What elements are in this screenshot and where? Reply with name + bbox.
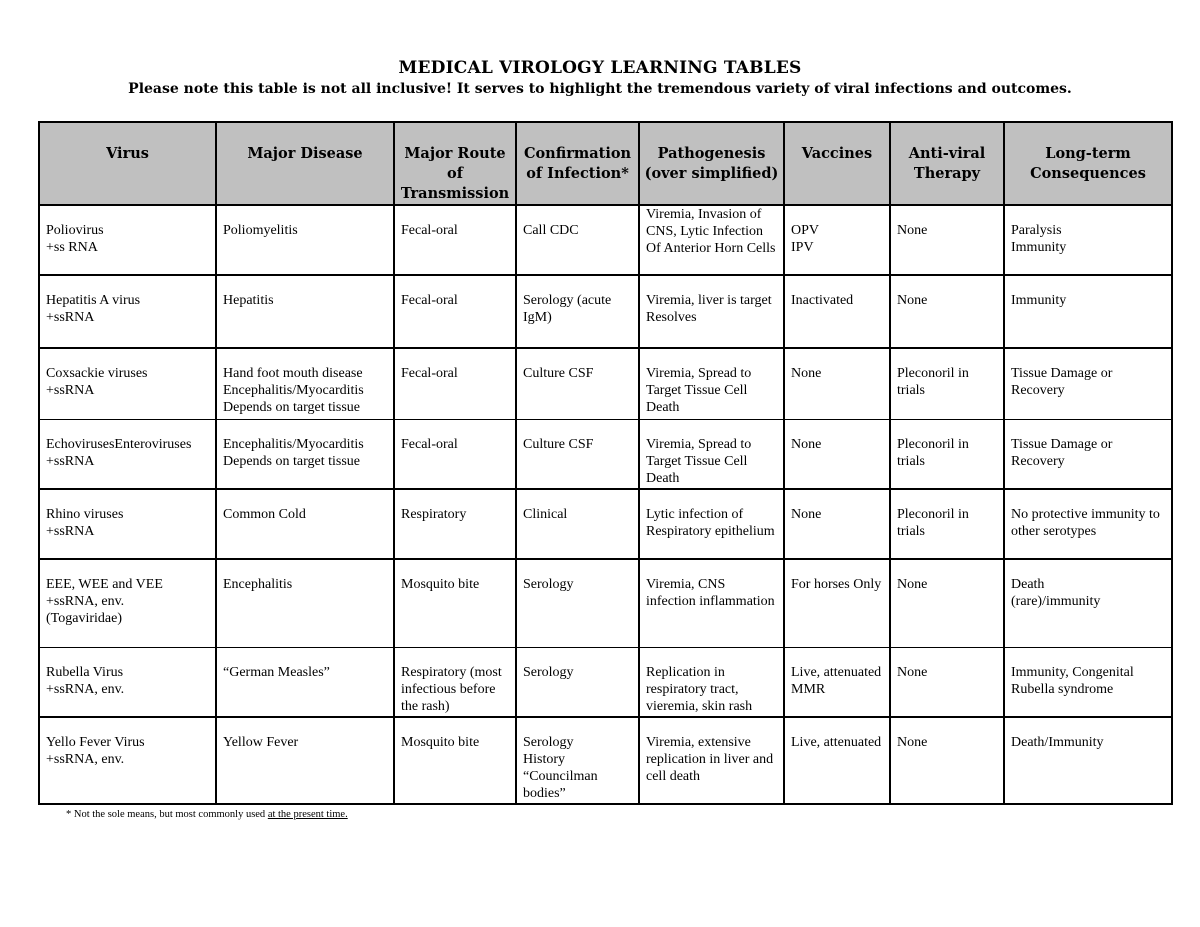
- cell-virus: Yello Fever Virus +ssRNA, env.: [39, 717, 216, 804]
- header-major-disease: Major Disease: [216, 122, 394, 205]
- cell-pathogenesis: Viremia, Spread to Target Tissue Cell Death: [639, 348, 784, 419]
- cell-route: Fecal-oral: [394, 348, 516, 419]
- cell-pathogenesis: Lytic infection of Respiratory epithelium: [639, 489, 784, 559]
- header-virus: Virus: [39, 122, 216, 205]
- cell-pathogenesis: Viremia, CNS infection inflammation: [639, 559, 784, 647]
- cell-major-disease: Hand foot mouth disease Encephalitis/Myocarditis Depends on target tissue: [216, 348, 394, 419]
- cell-virus: Rhino viruses +ssRNA: [39, 489, 216, 559]
- cell-major-disease: Hepatitis: [216, 275, 394, 348]
- cell-route: Fecal-oral: [394, 275, 516, 348]
- table-row: [39, 489, 1172, 559]
- cell-long-term: Immunity, Congenital Rubella syndrome: [1004, 647, 1172, 717]
- cell-vaccines: Inactivated: [784, 275, 890, 348]
- cell-virus: Rubella Virus +ssRNA, env.: [39, 647, 216, 717]
- cell-long-term: Death/Immunity: [1004, 717, 1172, 804]
- cell-confirmation: Call CDC: [516, 205, 639, 275]
- header-vaccines: Vaccines: [784, 122, 890, 205]
- cell-long-term: Immunity: [1004, 275, 1172, 348]
- header-row: [39, 122, 1172, 205]
- cell-long-term: Tissue Damage or Recovery: [1004, 348, 1172, 419]
- cell-confirmation: Culture CSF: [516, 348, 639, 419]
- cell-pathogenesis: Viremia, liver is target Resolves: [639, 275, 784, 348]
- cell-virus: EchovirusesEnteroviruses +ssRNA: [39, 419, 216, 489]
- cell-vaccines: Live, attenuated: [784, 717, 890, 804]
- cell-route: Respiratory (most infectious before the rash): [394, 647, 516, 717]
- cell-confirmation: Clinical: [516, 489, 639, 559]
- header-route: Major Route of Transmission: [394, 122, 516, 205]
- cell-long-term: No protective immunity to other serotypes: [1004, 489, 1172, 559]
- cell-antiviral: None: [890, 205, 1004, 275]
- cell-major-disease: Common Cold: [216, 489, 394, 559]
- cell-major-disease: Encephalitis: [216, 559, 394, 647]
- cell-route: Mosquito bite: [394, 717, 516, 804]
- cell-pathogenesis: Replication in respiratory tract, vieremia, skin rash: [639, 647, 784, 717]
- table-row: [39, 348, 1172, 419]
- cell-route: Fecal-oral: [394, 419, 516, 489]
- cell-route: Respiratory: [394, 489, 516, 559]
- cell-confirmation: Serology (acute IgM): [516, 275, 639, 348]
- cell-antiviral: None: [890, 559, 1004, 647]
- cell-pathogenesis: Viremia, Spread to Target Tissue Cell Death: [639, 419, 784, 489]
- cell-pathogenesis: Viremia, extensive replication in liver and cell death: [639, 717, 784, 804]
- cell-vaccines: None: [784, 348, 890, 419]
- cell-virus: EEE, WEE and VEE +ssRNA, env. (Togaviridae): [39, 559, 216, 647]
- footnote-underlined: at the present time.: [267, 809, 348, 820]
- cell-antiviral: None: [890, 275, 1004, 348]
- page-subtitle: Please note this table is not all inclusive! It serves to highlight the tremendous variety of viral infections and outcomes.: [128, 81, 1072, 97]
- table-row: [39, 717, 1172, 804]
- header-antiviral: Anti-viral Therapy: [890, 122, 1004, 205]
- cell-virus: Coxsackie viruses +ssRNA: [39, 348, 216, 419]
- table-row: [39, 559, 1172, 647]
- cell-vaccines: None: [784, 489, 890, 559]
- cell-antiviral: None: [890, 647, 1004, 717]
- cell-confirmation: Culture CSF: [516, 419, 639, 489]
- page-title: MEDICAL VIROLOGY LEARNING TABLES: [398, 58, 802, 78]
- cell-major-disease: “German Measles”: [216, 647, 394, 717]
- table-row: [39, 275, 1172, 348]
- cell-route: Fecal-oral: [394, 205, 516, 275]
- cell-confirmation: Serology History “Councilman bodies”: [516, 717, 639, 804]
- header-confirmation: Confirmation of Infection*: [516, 122, 639, 205]
- footnote-text: * Not the sole means, but most commonly used: [66, 809, 268, 820]
- cell-vaccines: None: [784, 419, 890, 489]
- footnote: [66, 809, 348, 820]
- cell-antiviral: Pleconoril in trials: [890, 348, 1004, 419]
- table-row: [39, 647, 1172, 717]
- cell-antiviral: None: [890, 717, 1004, 804]
- cell-vaccines: Live, attenuated MMR: [784, 647, 890, 717]
- cell-major-disease: Encephalitis/Myocarditis Depends on target tissue: [216, 419, 394, 489]
- cell-antiviral: Pleconoril in trials: [890, 489, 1004, 559]
- cell-virus: Poliovirus +ss RNA: [39, 205, 216, 275]
- cell-confirmation: Serology: [516, 559, 639, 647]
- table-row: [39, 205, 1172, 275]
- table-row: [39, 419, 1172, 489]
- virology-table: [38, 121, 1173, 805]
- header-pathogenesis: Pathogenesis (over simplified): [639, 122, 784, 205]
- cell-antiviral: Pleconoril in trials: [890, 419, 1004, 489]
- cell-long-term: Death (rare)/immunity: [1004, 559, 1172, 647]
- cell-vaccines: OPV IPV: [784, 205, 890, 275]
- cell-vaccines: For horses Only: [784, 559, 890, 647]
- cell-virus: Hepatitis A virus +ssRNA: [39, 275, 216, 348]
- cell-pathogenesis: Viremia, Invasion of CNS, Lytic Infection Of Anterior Horn Cells: [639, 205, 784, 275]
- cell-long-term: Tissue Damage or Recovery: [1004, 419, 1172, 489]
- cell-major-disease: Poliomyelitis: [216, 205, 394, 275]
- cell-confirmation: Serology: [516, 647, 639, 717]
- cell-long-term: Paralysis Immunity: [1004, 205, 1172, 275]
- header-long-term: Long-term Consequences: [1004, 122, 1172, 205]
- cell-major-disease: Yellow Fever: [216, 717, 394, 804]
- cell-route: Mosquito bite: [394, 559, 516, 647]
